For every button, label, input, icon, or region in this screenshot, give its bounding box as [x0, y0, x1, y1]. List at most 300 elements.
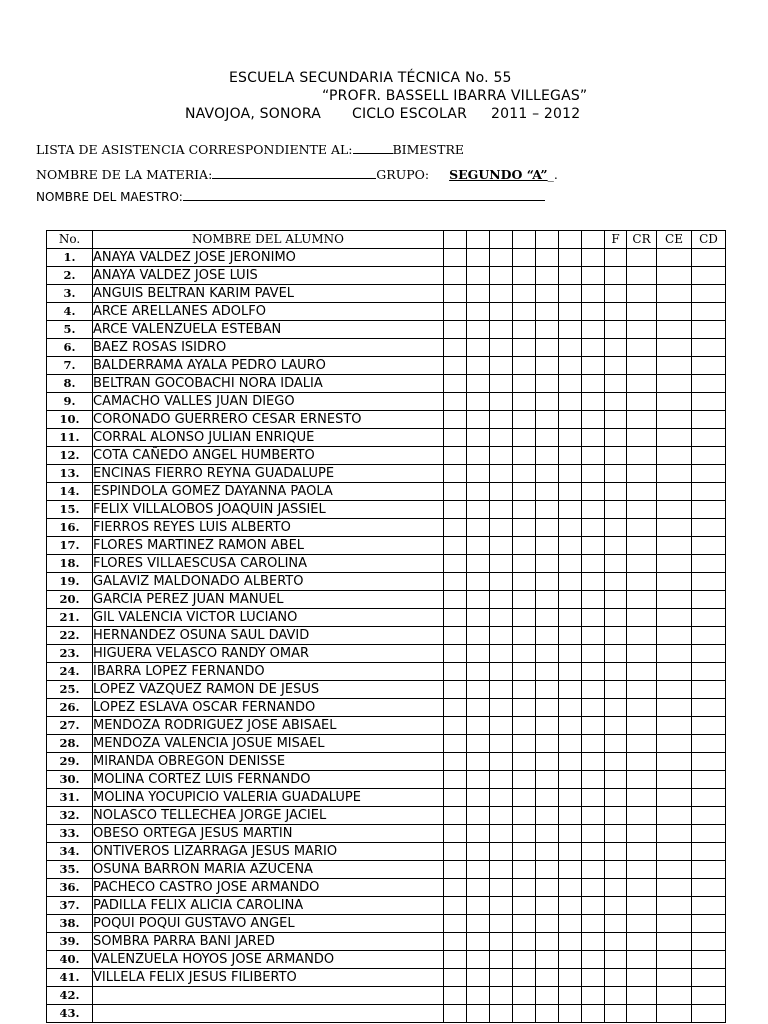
attendance-cell[interactable]: [582, 663, 605, 681]
attendance-cell[interactable]: [605, 609, 627, 627]
attendance-cell[interactable]: [582, 393, 605, 411]
attendance-cell[interactable]: [444, 483, 467, 501]
attendance-cell[interactable]: [582, 555, 605, 573]
attendance-cell[interactable]: [490, 519, 513, 537]
attendance-cell[interactable]: [627, 429, 657, 447]
attendance-cell[interactable]: [605, 429, 627, 447]
attendance-cell[interactable]: [444, 735, 467, 753]
attendance-cell[interactable]: [513, 285, 536, 303]
attendance-cell[interactable]: [536, 573, 559, 591]
attendance-cell[interactable]: [627, 267, 657, 285]
attendance-cell[interactable]: [559, 753, 582, 771]
attendance-cell[interactable]: [627, 843, 657, 861]
attendance-cell[interactable]: [513, 933, 536, 951]
attendance-cell[interactable]: [467, 753, 490, 771]
attendance-cell[interactable]: [627, 735, 657, 753]
attendance-cell[interactable]: [692, 681, 726, 699]
attendance-cell[interactable]: [444, 555, 467, 573]
attendance-cell[interactable]: [490, 339, 513, 357]
attendance-cell[interactable]: [513, 627, 536, 645]
attendance-cell[interactable]: [513, 825, 536, 843]
attendance-cell[interactable]: [627, 393, 657, 411]
attendance-cell[interactable]: [692, 519, 726, 537]
attendance-cell[interactable]: [513, 843, 536, 861]
attendance-cell[interactable]: [467, 609, 490, 627]
attendance-cell[interactable]: [444, 1005, 467, 1023]
attendance-cell[interactable]: [536, 843, 559, 861]
attendance-cell[interactable]: [657, 681, 692, 699]
attendance-cell[interactable]: [513, 771, 536, 789]
attendance-cell[interactable]: [467, 1005, 490, 1023]
attendance-cell[interactable]: [582, 375, 605, 393]
attendance-cell[interactable]: [444, 537, 467, 555]
attendance-cell[interactable]: [605, 987, 627, 1005]
attendance-cell[interactable]: [627, 645, 657, 663]
attendance-cell[interactable]: [444, 591, 467, 609]
attendance-cell[interactable]: [657, 447, 692, 465]
attendance-cell[interactable]: [467, 987, 490, 1005]
attendance-cell[interactable]: [559, 267, 582, 285]
attendance-cell[interactable]: [490, 627, 513, 645]
attendance-cell[interactable]: [627, 879, 657, 897]
attendance-cell[interactable]: [657, 717, 692, 735]
attendance-cell[interactable]: [657, 663, 692, 681]
attendance-cell[interactable]: [513, 339, 536, 357]
attendance-cell[interactable]: [657, 501, 692, 519]
attendance-cell[interactable]: [627, 933, 657, 951]
attendance-cell[interactable]: [692, 951, 726, 969]
attendance-cell[interactable]: [605, 465, 627, 483]
attendance-cell[interactable]: [627, 969, 657, 987]
attendance-cell[interactable]: [513, 321, 536, 339]
attendance-cell[interactable]: [692, 933, 726, 951]
attendance-cell[interactable]: [605, 483, 627, 501]
attendance-cell[interactable]: [490, 591, 513, 609]
attendance-cell[interactable]: [692, 411, 726, 429]
attendance-cell[interactable]: [582, 771, 605, 789]
attendance-cell[interactable]: [605, 285, 627, 303]
attendance-cell[interactable]: [490, 645, 513, 663]
attendance-cell[interactable]: [467, 627, 490, 645]
attendance-cell[interactable]: [467, 375, 490, 393]
attendance-cell[interactable]: [559, 915, 582, 933]
attendance-cell[interactable]: [627, 717, 657, 735]
attendance-cell[interactable]: [513, 429, 536, 447]
attendance-cell[interactable]: [657, 375, 692, 393]
attendance-cell[interactable]: [513, 897, 536, 915]
attendance-cell[interactable]: [536, 717, 559, 735]
attendance-cell[interactable]: [536, 249, 559, 267]
attendance-cell[interactable]: [627, 987, 657, 1005]
attendance-cell[interactable]: [582, 825, 605, 843]
attendance-cell[interactable]: [657, 339, 692, 357]
attendance-cell[interactable]: [444, 429, 467, 447]
attendance-cell[interactable]: [513, 717, 536, 735]
attendance-cell[interactable]: [627, 789, 657, 807]
attendance-cell[interactable]: [536, 807, 559, 825]
attendance-cell[interactable]: [627, 681, 657, 699]
attendance-cell[interactable]: [536, 465, 559, 483]
attendance-cell[interactable]: [559, 357, 582, 375]
attendance-cell[interactable]: [657, 915, 692, 933]
attendance-cell[interactable]: [536, 1005, 559, 1023]
attendance-cell[interactable]: [692, 969, 726, 987]
attendance-cell[interactable]: [605, 951, 627, 969]
attendance-cell[interactable]: [605, 645, 627, 663]
attendance-cell[interactable]: [444, 573, 467, 591]
attendance-cell[interactable]: [627, 591, 657, 609]
attendance-cell[interactable]: [513, 645, 536, 663]
attendance-cell[interactable]: [467, 843, 490, 861]
attendance-cell[interactable]: [559, 393, 582, 411]
attendance-cell[interactable]: [559, 519, 582, 537]
attendance-cell[interactable]: [559, 861, 582, 879]
attendance-cell[interactable]: [582, 879, 605, 897]
attendance-cell[interactable]: [490, 267, 513, 285]
attendance-cell[interactable]: [627, 357, 657, 375]
attendance-cell[interactable]: [582, 321, 605, 339]
attendance-cell[interactable]: [627, 249, 657, 267]
attendance-cell[interactable]: [513, 915, 536, 933]
attendance-cell[interactable]: [559, 825, 582, 843]
attendance-cell[interactable]: [582, 249, 605, 267]
attendance-cell[interactable]: [657, 879, 692, 897]
attendance-cell[interactable]: [692, 573, 726, 591]
attendance-cell[interactable]: [536, 699, 559, 717]
attendance-cell[interactable]: [444, 987, 467, 1005]
attendance-cell[interactable]: [627, 501, 657, 519]
attendance-cell[interactable]: [559, 375, 582, 393]
attendance-cell[interactable]: [605, 969, 627, 987]
attendance-cell[interactable]: [467, 897, 490, 915]
attendance-cell[interactable]: [582, 573, 605, 591]
attendance-cell[interactable]: [692, 609, 726, 627]
attendance-cell[interactable]: [605, 753, 627, 771]
attendance-cell[interactable]: [536, 951, 559, 969]
attendance-cell[interactable]: [692, 915, 726, 933]
attendance-cell[interactable]: [490, 483, 513, 501]
attendance-cell[interactable]: [605, 699, 627, 717]
attendance-cell[interactable]: [490, 753, 513, 771]
attendance-cell[interactable]: [605, 321, 627, 339]
attendance-cell[interactable]: [490, 825, 513, 843]
attendance-cell[interactable]: [559, 537, 582, 555]
attendance-cell[interactable]: [559, 249, 582, 267]
attendance-cell[interactable]: [444, 663, 467, 681]
attendance-cell[interactable]: [605, 267, 627, 285]
attendance-cell[interactable]: [467, 429, 490, 447]
attendance-cell[interactable]: [490, 501, 513, 519]
attendance-cell[interactable]: [559, 501, 582, 519]
attendance-cell[interactable]: [559, 735, 582, 753]
attendance-cell[interactable]: [692, 303, 726, 321]
attendance-cell[interactable]: [692, 663, 726, 681]
attendance-cell[interactable]: [605, 375, 627, 393]
attendance-cell[interactable]: [582, 1005, 605, 1023]
attendance-cell[interactable]: [559, 843, 582, 861]
attendance-cell[interactable]: [582, 609, 605, 627]
attendance-cell[interactable]: [605, 717, 627, 735]
attendance-cell[interactable]: [536, 987, 559, 1005]
attendance-cell[interactable]: [513, 951, 536, 969]
attendance-cell[interactable]: [692, 771, 726, 789]
attendance-cell[interactable]: [692, 825, 726, 843]
attendance-cell[interactable]: [657, 267, 692, 285]
attendance-cell[interactable]: [627, 321, 657, 339]
attendance-cell[interactable]: [692, 501, 726, 519]
attendance-cell[interactable]: [559, 699, 582, 717]
attendance-cell[interactable]: [605, 663, 627, 681]
attendance-cell[interactable]: [536, 915, 559, 933]
attendance-cell[interactable]: [536, 447, 559, 465]
attendance-cell[interactable]: [582, 933, 605, 951]
attendance-cell[interactable]: [444, 771, 467, 789]
attendance-cell[interactable]: [605, 519, 627, 537]
attendance-cell[interactable]: [536, 771, 559, 789]
attendance-cell[interactable]: [692, 375, 726, 393]
attendance-cell[interactable]: [444, 321, 467, 339]
attendance-cell[interactable]: [605, 627, 627, 645]
attendance-cell[interactable]: [490, 933, 513, 951]
attendance-cell[interactable]: [605, 393, 627, 411]
attendance-cell[interactable]: [692, 879, 726, 897]
attendance-cell[interactable]: [692, 357, 726, 375]
attendance-cell[interactable]: [444, 609, 467, 627]
attendance-cell[interactable]: [627, 627, 657, 645]
attendance-cell[interactable]: [513, 699, 536, 717]
attendance-cell[interactable]: [513, 663, 536, 681]
attendance-cell[interactable]: [627, 411, 657, 429]
attendance-cell[interactable]: [627, 897, 657, 915]
attendance-cell[interactable]: [536, 555, 559, 573]
attendance-cell[interactable]: [467, 771, 490, 789]
attendance-cell[interactable]: [657, 591, 692, 609]
bimester-blank[interactable]: [353, 141, 393, 154]
attendance-cell[interactable]: [467, 249, 490, 267]
attendance-cell[interactable]: [444, 753, 467, 771]
attendance-cell[interactable]: [444, 897, 467, 915]
attendance-cell[interactable]: [513, 357, 536, 375]
attendance-cell[interactable]: [536, 303, 559, 321]
attendance-cell[interactable]: [657, 465, 692, 483]
attendance-cell[interactable]: [536, 627, 559, 645]
attendance-cell[interactable]: [536, 591, 559, 609]
attendance-cell[interactable]: [444, 861, 467, 879]
attendance-cell[interactable]: [582, 843, 605, 861]
attendance-cell[interactable]: [467, 411, 490, 429]
attendance-cell[interactable]: [657, 483, 692, 501]
attendance-cell[interactable]: [582, 861, 605, 879]
attendance-cell[interactable]: [605, 933, 627, 951]
attendance-cell[interactable]: [444, 465, 467, 483]
attendance-cell[interactable]: [444, 699, 467, 717]
attendance-cell[interactable]: [513, 537, 536, 555]
attendance-cell[interactable]: [692, 987, 726, 1005]
attendance-cell[interactable]: [657, 645, 692, 663]
attendance-cell[interactable]: [444, 825, 467, 843]
attendance-cell[interactable]: [536, 861, 559, 879]
attendance-cell[interactable]: [513, 375, 536, 393]
attendance-cell[interactable]: [513, 789, 536, 807]
attendance-cell[interactable]: [657, 393, 692, 411]
attendance-cell[interactable]: [582, 969, 605, 987]
attendance-cell[interactable]: [490, 681, 513, 699]
attendance-cell[interactable]: [692, 789, 726, 807]
attendance-cell[interactable]: [536, 393, 559, 411]
attendance-cell[interactable]: [536, 357, 559, 375]
attendance-cell[interactable]: [582, 627, 605, 645]
attendance-cell[interactable]: [692, 393, 726, 411]
attendance-cell[interactable]: [627, 1005, 657, 1023]
attendance-cell[interactable]: [692, 753, 726, 771]
attendance-cell[interactable]: [605, 501, 627, 519]
attendance-cell[interactable]: [582, 699, 605, 717]
attendance-cell[interactable]: [692, 555, 726, 573]
attendance-cell[interactable]: [467, 915, 490, 933]
attendance-cell[interactable]: [582, 681, 605, 699]
attendance-cell[interactable]: [467, 447, 490, 465]
attendance-cell[interactable]: [559, 663, 582, 681]
attendance-cell[interactable]: [490, 807, 513, 825]
attendance-cell[interactable]: [490, 897, 513, 915]
attendance-cell[interactable]: [627, 573, 657, 591]
attendance-cell[interactable]: [444, 717, 467, 735]
attendance-cell[interactable]: [627, 285, 657, 303]
attendance-cell[interactable]: [605, 537, 627, 555]
attendance-cell[interactable]: [559, 573, 582, 591]
attendance-cell[interactable]: [490, 663, 513, 681]
attendance-cell[interactable]: [444, 951, 467, 969]
attendance-cell[interactable]: [490, 735, 513, 753]
attendance-cell[interactable]: [559, 339, 582, 357]
attendance-cell[interactable]: [692, 1005, 726, 1023]
attendance-cell[interactable]: [513, 465, 536, 483]
attendance-cell[interactable]: [513, 807, 536, 825]
attendance-cell[interactable]: [490, 537, 513, 555]
attendance-cell[interactable]: [444, 933, 467, 951]
attendance-cell[interactable]: [657, 303, 692, 321]
attendance-cell[interactable]: [467, 285, 490, 303]
attendance-cell[interactable]: [559, 879, 582, 897]
attendance-cell[interactable]: [467, 699, 490, 717]
attendance-cell[interactable]: [444, 789, 467, 807]
attendance-cell[interactable]: [582, 267, 605, 285]
attendance-cell[interactable]: [627, 915, 657, 933]
attendance-cell[interactable]: [657, 951, 692, 969]
attendance-cell[interactable]: [582, 717, 605, 735]
attendance-cell[interactable]: [657, 969, 692, 987]
attendance-cell[interactable]: [490, 465, 513, 483]
attendance-cell[interactable]: [513, 591, 536, 609]
attendance-cell[interactable]: [582, 987, 605, 1005]
attendance-cell[interactable]: [657, 321, 692, 339]
attendance-cell[interactable]: [559, 969, 582, 987]
attendance-cell[interactable]: [559, 933, 582, 951]
attendance-cell[interactable]: [444, 843, 467, 861]
attendance-cell[interactable]: [467, 321, 490, 339]
attendance-cell[interactable]: [692, 735, 726, 753]
attendance-cell[interactable]: [627, 951, 657, 969]
attendance-cell[interactable]: [444, 411, 467, 429]
attendance-cell[interactable]: [513, 447, 536, 465]
attendance-cell[interactable]: [536, 429, 559, 447]
attendance-cell[interactable]: [559, 789, 582, 807]
attendance-cell[interactable]: [536, 537, 559, 555]
attendance-cell[interactable]: [657, 411, 692, 429]
attendance-cell[interactable]: [692, 537, 726, 555]
attendance-cell[interactable]: [444, 339, 467, 357]
attendance-cell[interactable]: [657, 519, 692, 537]
attendance-cell[interactable]: [513, 861, 536, 879]
attendance-cell[interactable]: [627, 825, 657, 843]
attendance-cell[interactable]: [444, 645, 467, 663]
attendance-cell[interactable]: [444, 627, 467, 645]
attendance-cell[interactable]: [467, 591, 490, 609]
attendance-cell[interactable]: [657, 789, 692, 807]
attendance-cell[interactable]: [467, 393, 490, 411]
attendance-cell[interactable]: [467, 735, 490, 753]
attendance-cell[interactable]: [467, 519, 490, 537]
attendance-cell[interactable]: [490, 447, 513, 465]
attendance-cell[interactable]: [490, 573, 513, 591]
attendance-cell[interactable]: [627, 699, 657, 717]
attendance-cell[interactable]: [605, 249, 627, 267]
attendance-cell[interactable]: [467, 357, 490, 375]
attendance-cell[interactable]: [582, 915, 605, 933]
attendance-cell[interactable]: [490, 987, 513, 1005]
attendance-cell[interactable]: [513, 483, 536, 501]
attendance-cell[interactable]: [559, 771, 582, 789]
attendance-cell[interactable]: [513, 735, 536, 753]
attendance-cell[interactable]: [657, 285, 692, 303]
attendance-cell[interactable]: [536, 825, 559, 843]
attendance-cell[interactable]: [559, 285, 582, 303]
attendance-cell[interactable]: [536, 519, 559, 537]
attendance-cell[interactable]: [490, 861, 513, 879]
attendance-cell[interactable]: [657, 825, 692, 843]
attendance-cell[interactable]: [467, 573, 490, 591]
attendance-cell[interactable]: [513, 555, 536, 573]
attendance-cell[interactable]: [536, 735, 559, 753]
attendance-cell[interactable]: [467, 717, 490, 735]
attendance-cell[interactable]: [605, 915, 627, 933]
attendance-cell[interactable]: [444, 519, 467, 537]
attendance-cell[interactable]: [559, 1005, 582, 1023]
attendance-cell[interactable]: [692, 285, 726, 303]
attendance-cell[interactable]: [605, 411, 627, 429]
attendance-cell[interactable]: [467, 789, 490, 807]
attendance-cell[interactable]: [490, 285, 513, 303]
attendance-cell[interactable]: [490, 321, 513, 339]
attendance-cell[interactable]: [605, 735, 627, 753]
attendance-cell[interactable]: [513, 1005, 536, 1023]
attendance-cell[interactable]: [467, 537, 490, 555]
attendance-cell[interactable]: [582, 537, 605, 555]
attendance-cell[interactable]: [444, 393, 467, 411]
attendance-cell[interactable]: [513, 987, 536, 1005]
attendance-cell[interactable]: [444, 915, 467, 933]
attendance-cell[interactable]: [559, 591, 582, 609]
attendance-cell[interactable]: [692, 447, 726, 465]
attendance-cell[interactable]: [536, 375, 559, 393]
attendance-cell[interactable]: [513, 753, 536, 771]
attendance-cell[interactable]: [559, 807, 582, 825]
attendance-cell[interactable]: [444, 375, 467, 393]
attendance-cell[interactable]: [490, 375, 513, 393]
attendance-cell[interactable]: [490, 609, 513, 627]
attendance-cell[interactable]: [692, 483, 726, 501]
attendance-cell[interactable]: [490, 771, 513, 789]
